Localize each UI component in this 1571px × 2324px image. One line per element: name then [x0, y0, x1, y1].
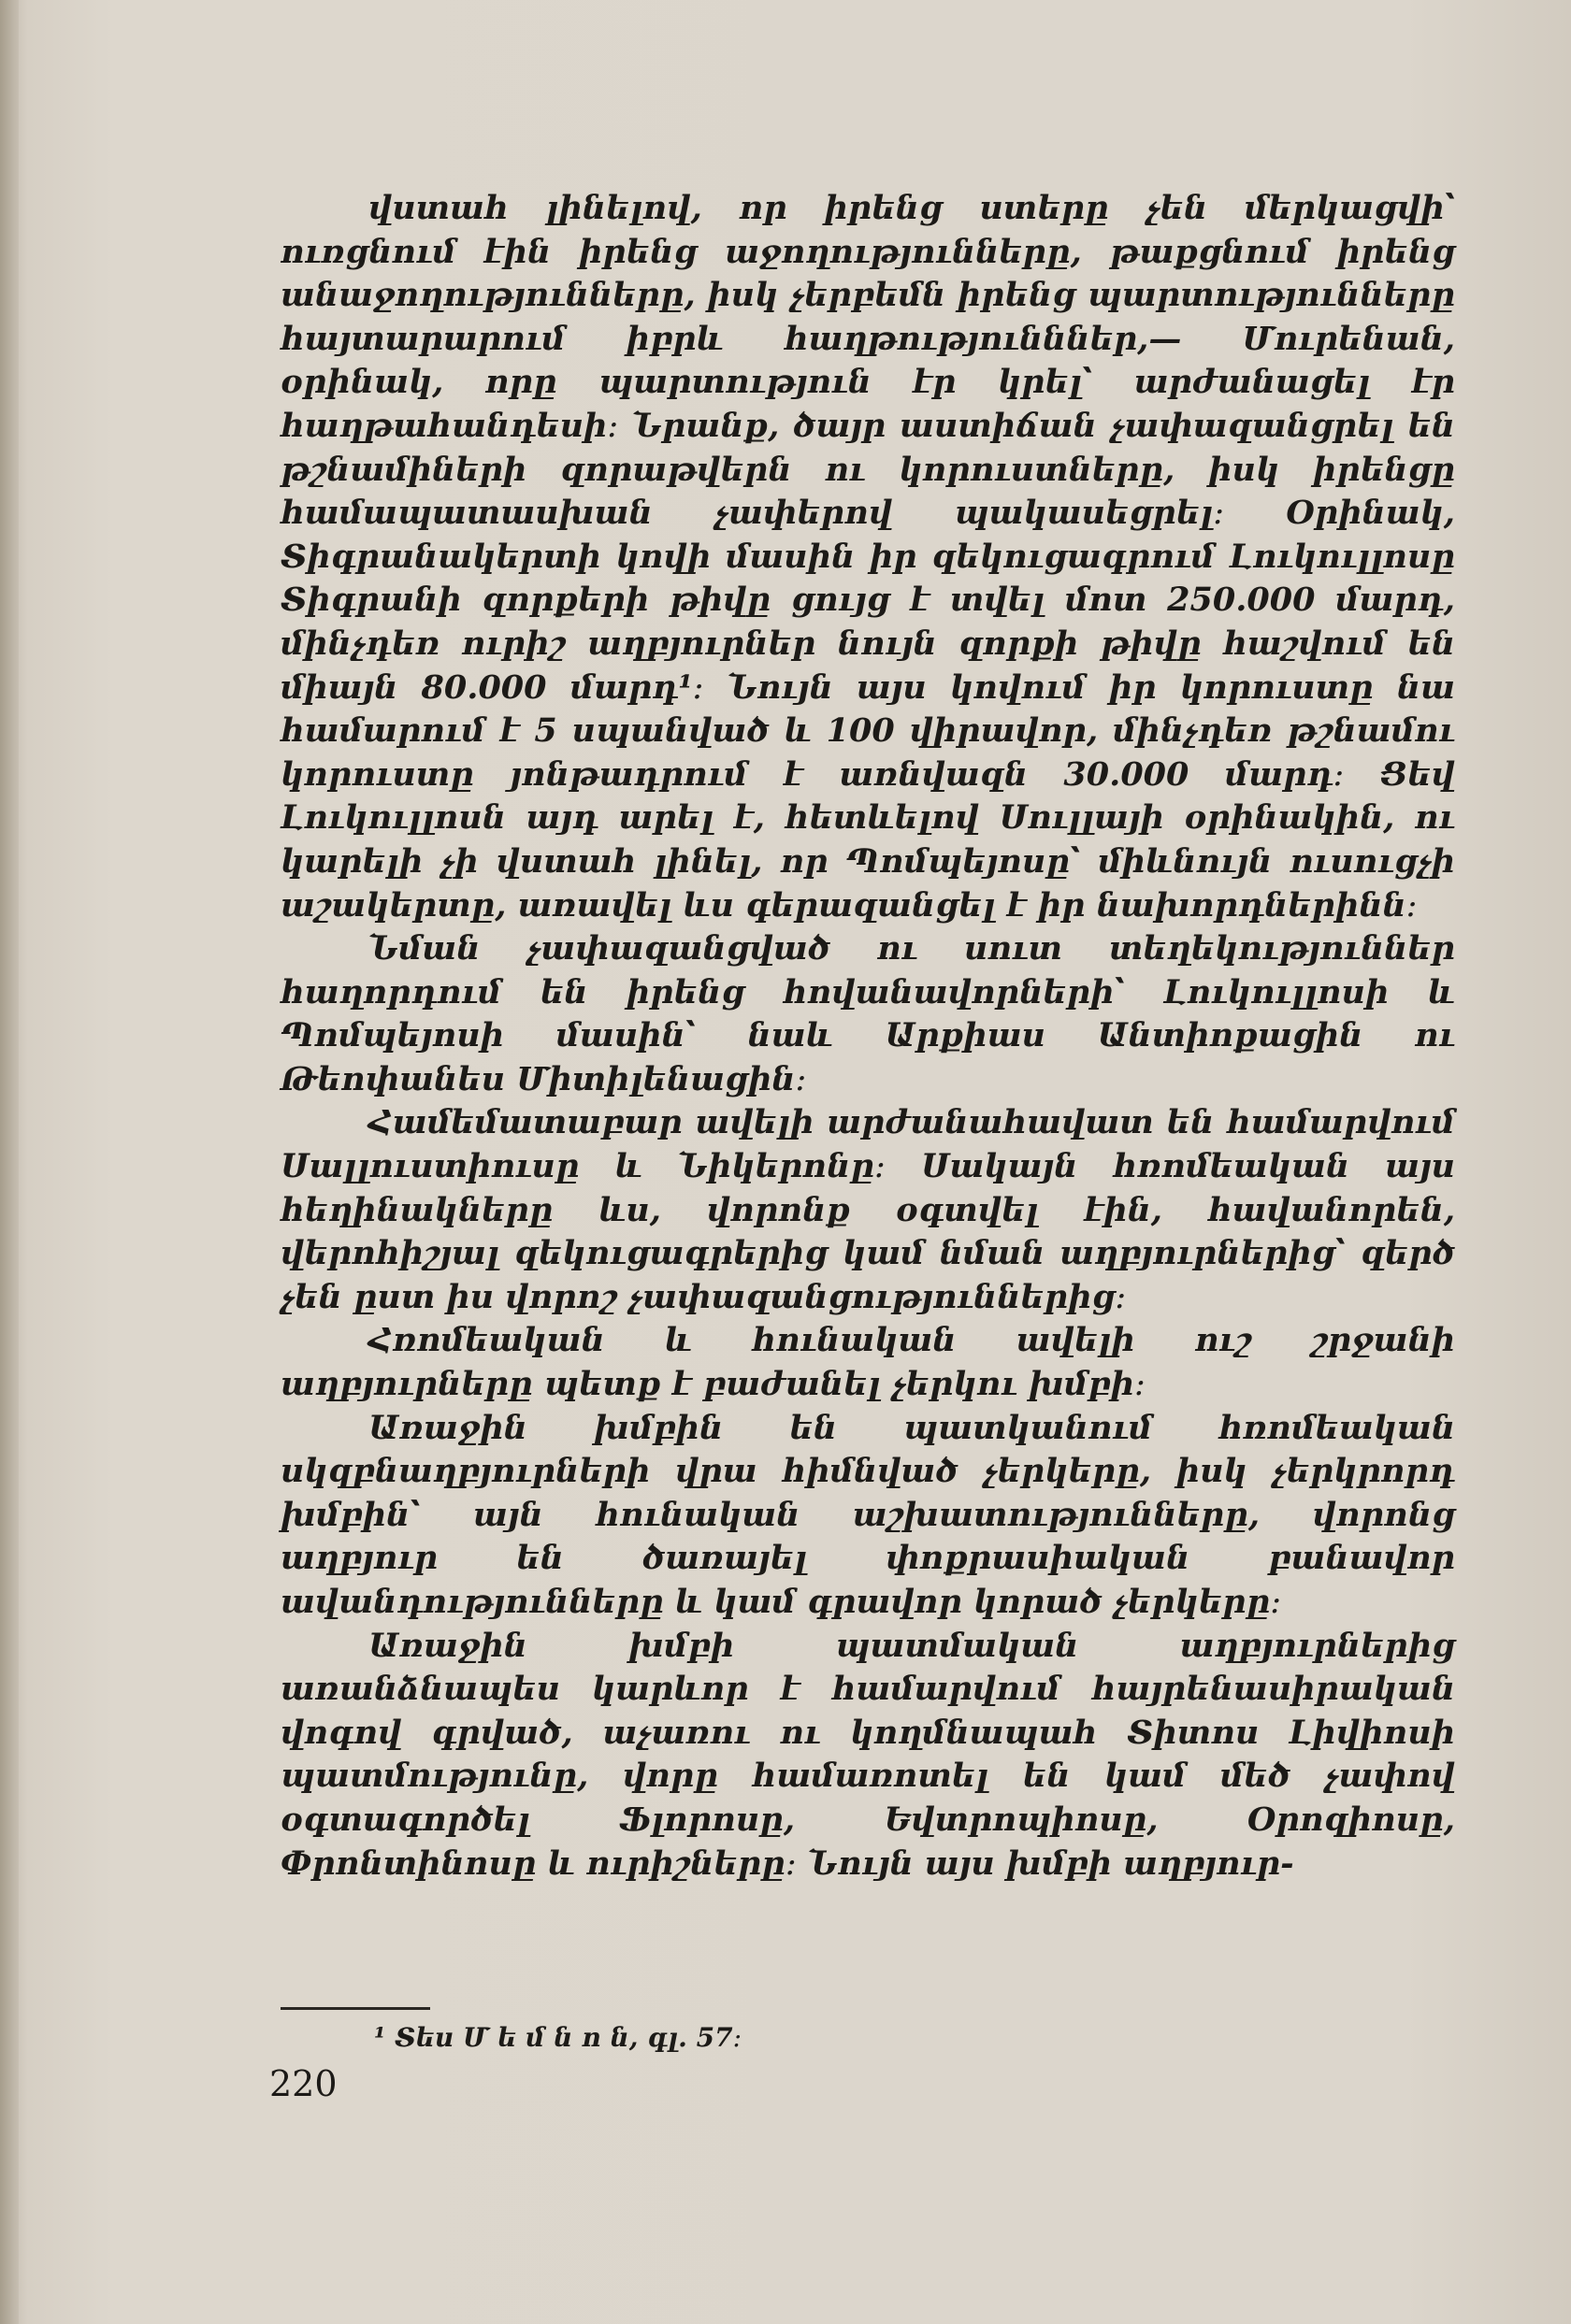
page-number: 220 [269, 2063, 338, 2104]
body-text [281, 187, 1455, 1886]
footnote-divider [281, 2007, 430, 2010]
footnote: ¹ Տես Մ ե մ ն ո ն, գլ. 57։ [374, 2022, 742, 2053]
paragraph-4: Հռոմեական և հունական ավելի ուշ շրջանի աղբյուրները պետք է բաժանել չերկու խմբի։ [281, 1321, 1455, 1404]
page-gutter-shadow [0, 0, 19, 2324]
paragraph-2: Նման չափազանցված ու սուտ տեղեկություններ հաղորդում են իրենց հովանավորների՝ Լուկուլլոսի և Պոմպեյոսի մասին՝ նաև Արքիաս Անտիոքացին ու Թեոփանես Միտիլենացին։ [281, 929, 1455, 1098]
paragraph-6: Առաջին խմբի պատմական աղբյուրներից առանձնապես կարևոր է համարվում հայրենասիրական վոգով գրված, աչառու ու կողմնապահ Տիտոս Լիվիոսի պատմությունը, վորը համառոտել են կամ մեծ չափով օգտագործել Ֆլորոսը, Եվտրոպիոսը, Օրոզիոսը, Փրոնտինոսը և ուրիշները։ Նույն այս խմբի աղբյուր- [281, 1626, 1455, 1883]
paragraph-1: վստահ լինելով, որ իրենց ստերը չեն մերկացվի՝ ուռցնում էին իրենց աջողությունները, թաքցնում իրենց անաջողությունները, իսկ չերբեմն իրենց պարտությունները հայտարարում իբրև հաղթությունններ,— Մուրենան, օրինակ, որը պարտություն էր կրել՝ արժանացել էր հաղթահանդեսի։ Նրանք, ծայր աստիճան չափազանցրել են թշնամիների զորաթվերն ու կորուստները, իսկ իրենցը համապատասխան չափերով պակասեցրել։ Օրինակ, Տիգրանակերտի կովի մասին իր զեկուցագրում Լուկուլլոսը Տիգրանի զորքերի թիվը ցույց է տվել մոտ 250.000 մարդ, մինչդեռ ուրիշ աղբյուրներ նույն զորքի թիվը հաշվում են միայն 80.000 մարդ¹։ Նույն այս կովում իր կորուստը նա համարում է 5 սպանված և 100 վիրավոր, մինչդեռ թշնամու կորուստը յոնթադրում է առնվազն 30.000 մարդ։ Ցեվ Լուկուլլոսն այդ արել է, հետևելով Սուլլայի օրինակին, ու կարելի չի վստահ լինել, որ Պոմպեյոսը՝ միևնույն ուսուցչի աշակերտը, առավել ևս գերազանցել է իր նախորդներինն։ [281, 189, 1455, 925]
paragraph-3: Համեմատաբար ավելի արժանահավատ են համարվում Սալլուստիուսը և Նիկերոնը։ Սակայն հռոմեական այս հեղինակները ևս, վորոնք օգտվել էին, հավանորեն, վերոհիշյալ զեկուցագրերից կամ նման աղբյուրներից՝ զերծ չեն ըստ իս վորոշ չափազանցություններից։ [281, 1103, 1455, 1316]
paragraph-5: Առաջին խմբին են պատկանում հռոմեական սկզբնաղբյուրների վրա հիմնված չերկերը, իսկ չերկրորդ խմբին՝ այն հունական աշխատությունները, վորոնց աղբյուր են ծառայել փոքրասիական բանավոր ավանդությունները և կամ գրավոր կորած չերկերը։ [281, 1408, 1455, 1621]
